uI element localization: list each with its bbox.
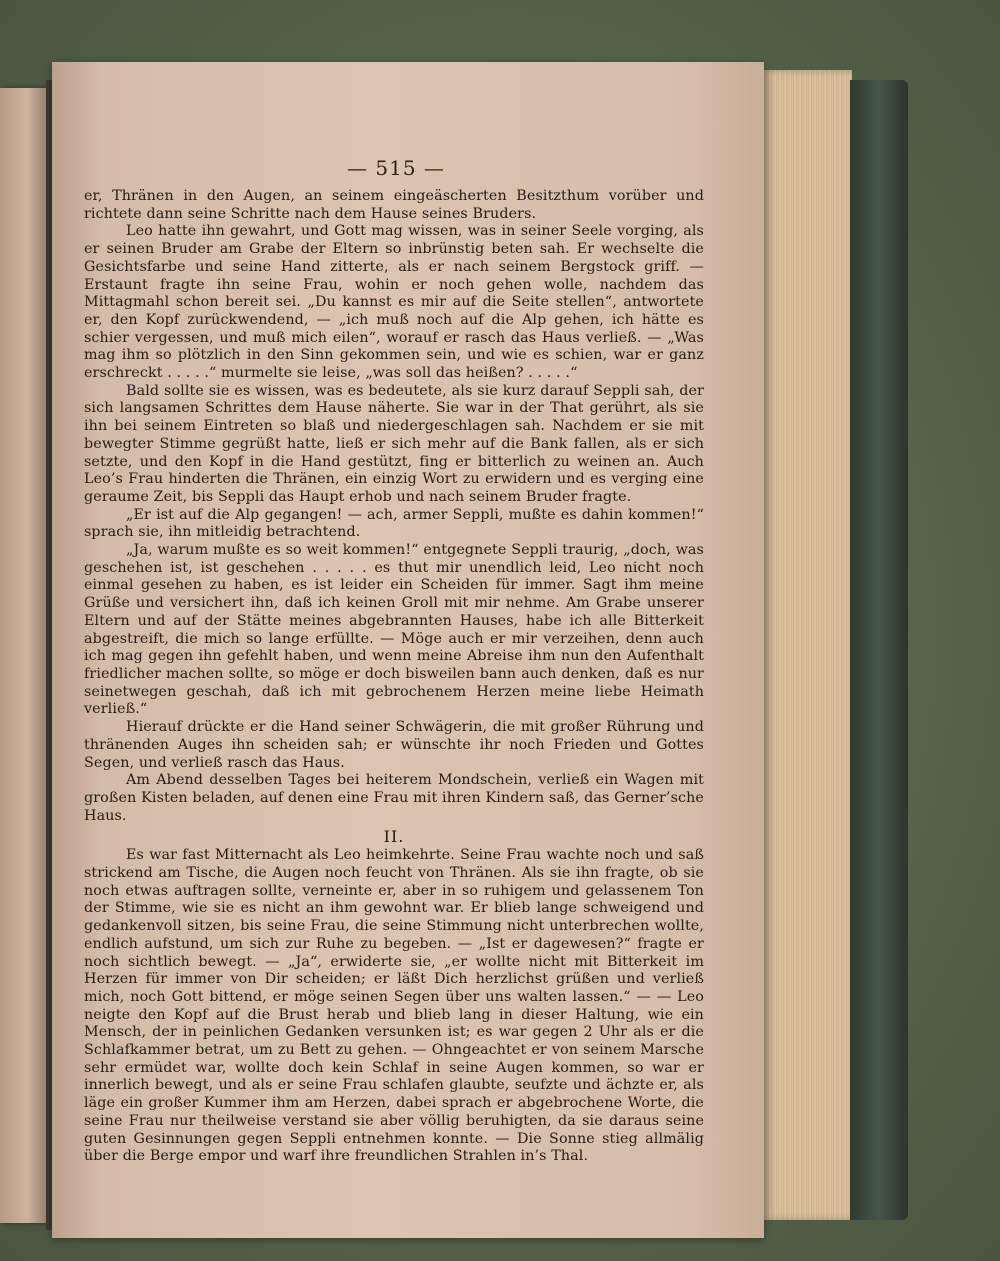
paragraphs-after-section: [84, 847, 704, 1166]
paragraph: Leo hatte ihn gewahrt, und Gott mag wissen, was in seiner Seele vorging, als er seinen Bruder am Grabe der Eltern so inbrünstig beten sah. Er wechselte die Gesichtsfarbe und seine Hand zitterte, als er nach seinem Bergstock griff. — Erstaunt fragte ihn seine Frau, wohin er noch gehen wolle, nachdem das Mittagmahl schon bereit sei. „Du kannst es mir auf die Seite stellen“, antwortete er, den Kopf zurückwendend, — „ich muß noch auf die Alp gehen, ich hätte es schier vergessen, und muß mich eilen“, worauf er rasch das Haus verließ. — „Was mag ihm so plötzlich in den Sinn gekommen sein, und wie es schien, war er ganz erschreckt . . . . .“ murmelte sie leise, „was soll das heißen? . . . . .“: [84, 223, 704, 382]
paragraph: er, Thränen in den Augen, an seinem eingeäscherten Besitzthum vorüber und richtete dann seine Schritte nach dem Hause seines Bruders.: [84, 188, 704, 222]
paragraph: „Ja, warum mußte es so weit kommen!“ entgegnete Seppli traurig, „doch, was geschehen ist, ist geschehen . . . . . es thut mir unendlich leid, Leo nicht noch einmal gesehen zu haben, es ist leider ein Scheiden für immer. Sagt ihm meine Grüße und versichert ihn, daß ich keinen Groll mit mir nehme. Am Grabe unserer Eltern und auf der Stätte meines abgebrannten Hauses, habe ich alle Bitterkeit abgestreift, die mich so lange erfüllte. — Möge auch er mir verzeihen, denn auch ich mag gegen ihn gefehlt haben, und wenn meine Abreise ihm nun den Aufenthalt friedlicher machen sollte, so möge er doch bisweilen bann auch denken, daß es nur seinetwegen geschah, daß ich mit gebrochenem Herzen meine liebe Heimath verließ.“: [84, 542, 704, 718]
left-page-edge: [0, 88, 50, 1223]
section-heading: II.: [383, 827, 405, 847]
book-cover-spine: [850, 80, 908, 1220]
page-text: [84, 188, 704, 1166]
paragraph: Hierauf drückte er die Hand seiner Schwägerin, die mit großer Rührung und thränenden Auges ihn scheiden sah; er wünschte ihr noch Frieden und Gottes Segen, und verließ rasch das Haus.: [84, 719, 704, 771]
paragraphs-before-section: [84, 188, 704, 825]
paragraph: „Er ist auf die Alp gegangen! — ach, armer Seppli, mußte es dahin kommen!“ sprach sie, ihn mitleidig betrachtend.: [84, 506, 704, 541]
page-number: — 515 —: [347, 156, 445, 180]
paragraph: Bald sollte sie es wissen, was es bedeutete, als sie kurz darauf Seppli sah, der sich langsamen Schrittes dem Hause näherte. Sie war in der That gerührt, als sie ihn bei seinem Eintreten so blaß und niedergeschlagen sah. Nachdem er sie mit bewegter Stimme gegrüßt hatte, ließ er sich mehr auf die Bank fallen, als er sich setzte, und den Kopf in die Hand gestützt, fing er bitterlich zu weinen an. Auch Leo’s Frau hinderten die Thränen, ein einzig Wort zu erwidern und es verging eine geraume Zeit, bis Seppli das Haupt erhob und nach seinem Bruder fragte.: [84, 382, 704, 505]
page-block-edges: [762, 70, 852, 1220]
paragraph: Es war fast Mitternacht als Leo heimkehrte. Seine Frau wachte noch und saß strickend am Tische, die Augen noch feucht von Thränen. Als sie ihn fragte, ob sie noch etwas auftragen sollte, verneinte er, aber in so ruhigem und gelassenem Ton der Stimme, wie sie es nicht an ihm gewohnt war. Er blieb lange schweigend und gedankenvoll sitzen, bis seine Frau, die seine Stimmung nicht unterbrechen wollte, endlich aufstund, um sich zur Ruhe zu begeben. — „Ist er dagewesen?“ fragte er noch sichtlich bewegt. — „Ja“, erwiderte sie, „er wollte nicht mit Bitterkeit im Herzen für immer von Dir scheiden; er läßt Dich herzlichst grüßen und verließ mich, noch Gott bittend, er möge seinen Segen über uns walten lassen.“ — — Leo neigte den Kopf auf die Brust herab und blieb lang in dieser Haltung, wie ein Mensch, der in peinlichen Gedanken versunken ist; es war gegen 2 Uhr als er die Schlafkammer betrat, um zu Bett zu gehen. — Ohngeachtet er von seinem Marsche sehr ermüdet war, wollte doch kein Schlaf in seine Augen kommen, so war er innerlich bewegt, und als er seine Frau schlafen glaubte, seufzte und ächzte er, als läge ein großer Kummer ihm am Herzen, dabei sprach er abgebrochene Worte, die seine Frau nur theilweise verstand sie aber völlig beruhigten, da sie daraus seine guten Gesinnungen gegen Seppli entnehmen konnte. — Die Sonne stieg allmälig über die Berge empor und warf ihre freundlichen Strahlen in’s Thal.: [84, 847, 704, 1165]
paragraph: Am Abend desselben Tages bei heiterem Mondschein, verließ ein Wagen mit großen Kisten beladen, auf denen eine Frau mit ihren Kindern saß, das Gerner’sche Haus.: [84, 772, 704, 824]
